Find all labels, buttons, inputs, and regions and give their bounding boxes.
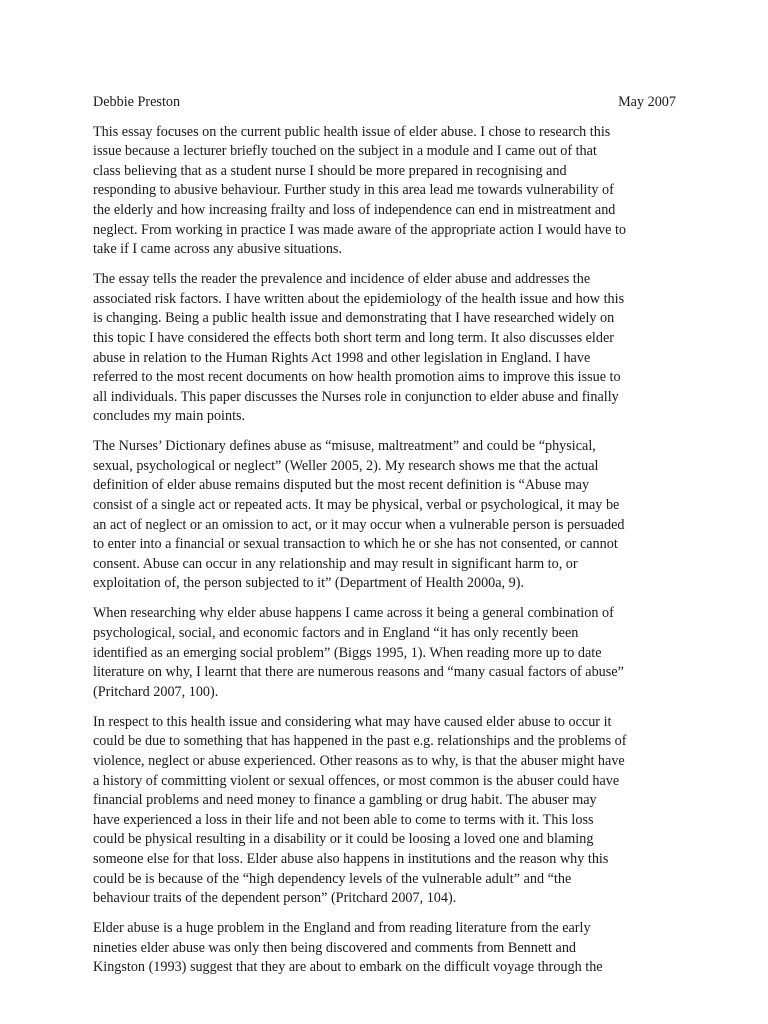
text-line: neglect. From working in practice I was made aware of the appropriate action I would have to <box>93 221 627 238</box>
text-line: This essay focuses on the current public health issue of elder abuse. I chose to research this <box>93 123 611 140</box>
author-name: Debbie Preston <box>93 94 181 110</box>
text-line: definition of elder abuse remains disputed but the most recent definition is “Abuse may <box>93 477 590 494</box>
document-page <box>93 93 676 988</box>
text-line: identified as an emerging social problem” (Biggs 1995, 1). When reading more up to date <box>93 644 602 661</box>
text-line: In respect to this health issue and considering what may have caused elder abuse to occur it <box>93 713 612 730</box>
text-line: Kingston (1993) suggest that they are about to embark on the difficult voyage through the <box>93 959 603 976</box>
text-line: associated risk factors. I have written about the epidemiology of the health issue and how this <box>93 290 625 307</box>
essay-paragraph <box>93 713 676 909</box>
text-line: could be physical resulting in a disability or it could be loosing a loved one and blaming <box>93 831 594 848</box>
text-line: nineties elder abuse was only then being discovered and comments from Bennett and <box>93 939 577 956</box>
essay-paragraph <box>93 604 676 702</box>
text-line: someone else for that loss. Elder abuse also happens in institutions and the reason why this <box>93 850 609 867</box>
document-header <box>93 93 676 113</box>
text-line: have experienced a loss in their life and not been able to come to terms with it. This loss <box>93 811 594 828</box>
text-line: responding to abusive behaviour. Further study in this area lead me towards vulnerability of <box>93 182 614 199</box>
text-line: financial problems and need money to finance a gambling or drug habit. The abuser may <box>93 792 597 809</box>
text-line: (Pritchard 2007, 100). <box>93 683 219 700</box>
text-line: abuse in relation to the Human Rights Act 1998 and other legislation in England. I have <box>93 349 591 366</box>
essay-paragraph <box>93 123 676 260</box>
text-line: consist of a single act or repeated acts. It may be physical, verbal or psychological, it may be <box>93 497 620 514</box>
document-date: May 2007 <box>618 94 676 110</box>
text-line: sexual, psychological or neglect” (Weller 2005, 2). My research shows me that the actual <box>93 457 599 474</box>
text-line: could be is because of the “high dependency levels of the vulnerable adult” and “the <box>93 870 572 887</box>
text-line: literature on why, I learnt that there are numerous reasons and “many casual factors of abuse” <box>93 664 624 681</box>
text-line: issue because a lecturer briefly touched on the subject in a module and I came out of that <box>93 143 597 160</box>
text-line: the elderly and how increasing frailty and loss of independence can end in mistreatment and <box>93 201 616 218</box>
text-line: exploitation of, the person subjected to it” (Department of Health 2000a, 9). <box>93 575 525 592</box>
essay-paragraph <box>93 919 676 978</box>
text-line: could be due to something that has happened in the past e.g. relationships and the problems of <box>93 733 627 750</box>
essay-paragraph <box>93 270 676 427</box>
text-line: The essay tells the reader the prevalence and incidence of elder abuse and addresses the <box>93 271 591 288</box>
text-line: behaviour traits of the dependent person” (Pritchard 2007, 104). <box>93 890 457 907</box>
text-line: The Nurses’ Dictionary defines abuse as “misuse, maltreatment” and could be “physical, <box>93 438 596 455</box>
text-line: class believing that as a student nurse I should be more prepared in recognising and <box>93 162 567 179</box>
text-line: Elder abuse is a huge problem in the England and from reading literature from the early <box>93 920 591 937</box>
text-line: all individuals. This paper discusses the Nurses role in conjunction to elder abuse and finally <box>93 388 619 405</box>
text-line: consent. Abuse can occur in any relationship and may result in significant harm to, or <box>93 555 578 572</box>
text-line: this topic I have considered the effects both short term and long term. It also discusses elder <box>93 329 614 346</box>
text-line: a history of committing violent or sexual offences, or most common is the abuser could have <box>93 772 620 789</box>
text-line: violence, neglect or abuse experienced. Other reasons as to why, is that the abuser might have <box>93 752 625 769</box>
text-line: When researching why elder abuse happens I came across it being a general combination of <box>93 605 614 622</box>
essay-body <box>93 123 676 978</box>
text-line: to enter into a financial or sexual transaction to which he or she has not consented, or cannot <box>93 536 618 553</box>
text-line: referred to the most recent documents on how health promotion aims to improve this issue to <box>93 369 621 386</box>
text-line: is changing. Being a public health issue and demonstrating that I have researched widely on <box>93 310 615 327</box>
essay-paragraph <box>93 437 676 594</box>
text-line: concludes my main points. <box>93 408 246 425</box>
text-line: an act of neglect or an omission to act, or it may occur when a vulnerable person is persuaded <box>93 516 625 533</box>
text-line: take if I came across any abusive situations. <box>93 241 342 258</box>
text-line: psychological, social, and economic factors and in England “it has only recently been <box>93 625 579 642</box>
